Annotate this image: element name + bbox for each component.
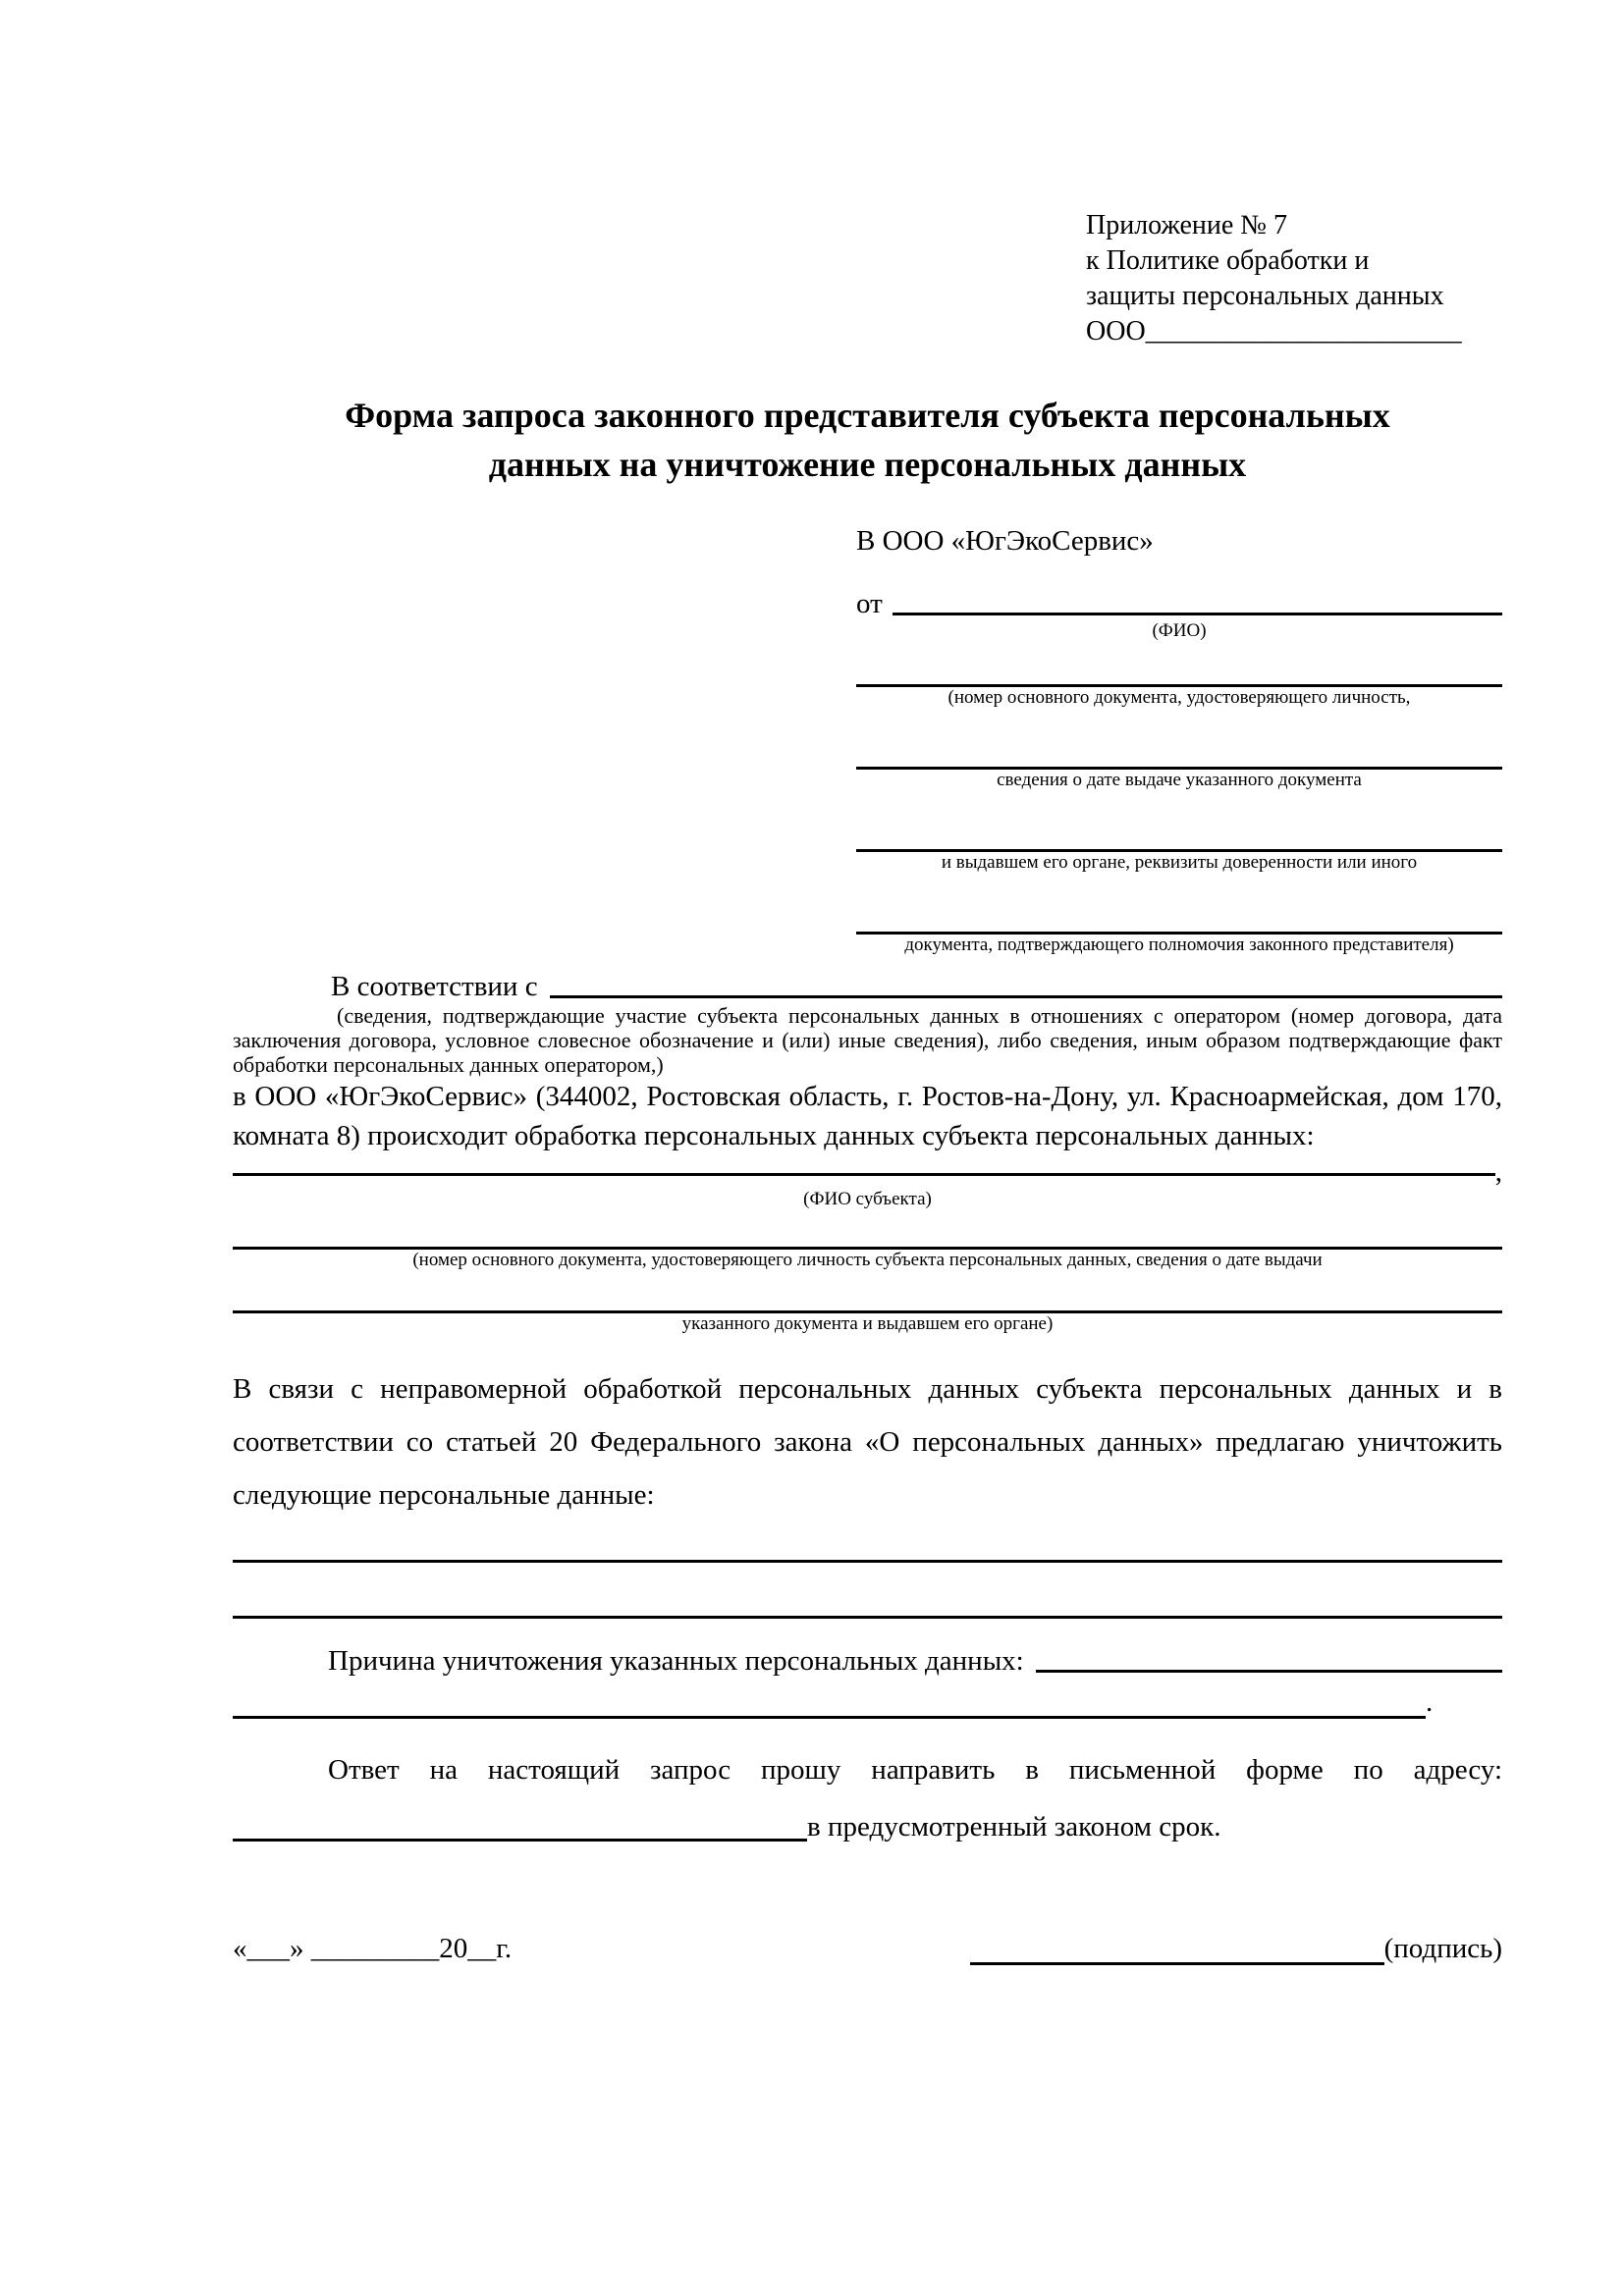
operator-paragraph: в ООО «ЮгЭкоСервис» (344002, Ростовская область, г. Ростов-на-Дону, ул. Красноармейская, дом 170, комната 8) происходит обработка персональных данных субъекта персональных данных: [233, 1081, 1502, 1151]
subject-fio-caption: (ФИО субъекта) [803, 1189, 932, 1209]
id-doc-caption-3: и выдавшем его органе, реквизиты доверенности или иного [941, 852, 1418, 873]
id-doc-input-line-2[interactable] [856, 724, 1502, 770]
subject-doc-input-line-2[interactable] [233, 1271, 1502, 1313]
subject-fio-row [233, 1155, 1502, 1189]
reason-continuation-row [233, 1685, 1502, 1719]
subject-doc-caption-1: (номер основного документа, удостоверяющего личность субъекта персональных данных, сведения о дате выдачи [412, 1250, 1323, 1270]
id-doc-input-line-4[interactable] [856, 889, 1502, 934]
response-suffix: в предусмотренный законом срок. [807, 1811, 1221, 1842]
subject-fio-comma: , [1494, 1156, 1502, 1188]
reason-period: . [1426, 1686, 1434, 1718]
reason-input-line[interactable] [1036, 1644, 1502, 1673]
id-doc-input-line-3[interactable] [856, 807, 1502, 852]
accordance-row [331, 970, 1502, 1003]
annex-note-line2: к Политике обработки и [1086, 245, 1370, 276]
signature-row [233, 1932, 1502, 1965]
page-title-line1: Форма запроса законного представителя субъекта персональных [345, 396, 1390, 435]
reason-label: Причина уничтожения указанных персональных данных: [328, 1645, 1024, 1677]
from-label: от [856, 588, 883, 619]
data-to-destroy-input-line-2[interactable] [233, 1563, 1502, 1619]
data-to-destroy-input-line-1[interactable] [233, 1522, 1502, 1563]
response-paragraph: Ответ на настоящий запрос прошу направить в письменной форме по адресу: [328, 1754, 1502, 1786]
page-title [233, 391, 1502, 489]
subject-doc-input-line-1[interactable] [233, 1210, 1502, 1250]
annex-note [1086, 208, 1502, 349]
date-blank[interactable]: «___» _________20__г. [233, 1933, 513, 1964]
response-address-input-line[interactable] [233, 1810, 807, 1842]
signature-caption: (подпись) [1383, 1933, 1502, 1964]
accordance-input-line[interactable] [550, 970, 1502, 998]
subject-doc-caption-2: указанного документа и выдавшем его органе) [681, 1313, 1054, 1334]
fio-input-line[interactable] [893, 587, 1502, 615]
demand-paragraph: В связи с неправомерной обработкой персональных данных субъекта персональных данных и в соответствии со статьей 20 Федерального закона «О персональных данных» предлагаю уничтожить следующие персональные данные: [233, 1373, 1502, 1511]
page-title-line2: данных на уничтожение персональных данных [488, 445, 1247, 484]
id-doc-caption-4: документа, подтверждающего полномочия законного представителя) [904, 934, 1454, 955]
subject-fio-input-line[interactable] [233, 1155, 1495, 1176]
signature-input-line[interactable] [970, 1934, 1384, 1965]
response-address-row [233, 1810, 1502, 1843]
signature-right [970, 1932, 1502, 1965]
addressee-block [856, 524, 1502, 956]
annex-note-line3: защиты персональных данных [1086, 281, 1444, 311]
accordance-footnote: (сведения, подтверждающие участие субъекта персональных данных в отношениях с оператором (номер договора, дата заключения договора, условное словесное обозначение и (или) иные сведения), либо сведения, иным образом подтверждающие факт обработки персональных данных оператором,) [233, 1003, 1502, 1077]
accordance-label: В соответствии с [331, 971, 538, 1002]
id-doc-caption-1: (номер основного документа, удостоверяющего личность, [947, 687, 1411, 708]
addressee-org: В ООО «ЮгЭкоСервис» [856, 525, 1154, 557]
reason-input-line-2[interactable] [233, 1685, 1426, 1719]
from-row [856, 587, 1502, 620]
id-doc-caption-2: сведения о дате выдаче указанного документа [997, 770, 1362, 790]
annex-note-org-blank[interactable]: ООО_______________________ [1086, 316, 1462, 347]
fio-caption: (ФИО) [1152, 620, 1207, 641]
annex-note-line1: Приложение № 7 [1086, 210, 1287, 240]
id-doc-input-line-1[interactable] [856, 642, 1502, 687]
reason-row [328, 1644, 1502, 1678]
